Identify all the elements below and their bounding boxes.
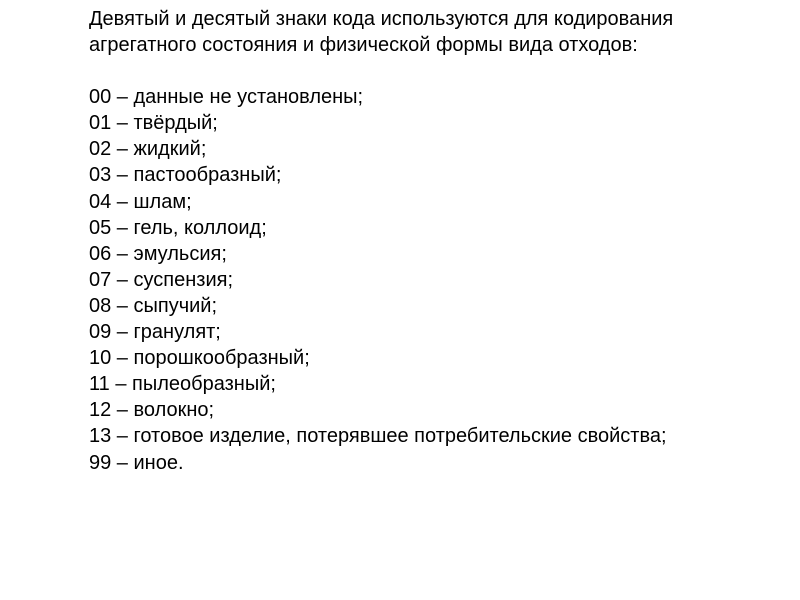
code-separator: – bbox=[111, 112, 134, 135]
code-number: 12 bbox=[89, 399, 112, 422]
code-list-item bbox=[89, 136, 779, 162]
code-separator: – bbox=[111, 425, 134, 448]
code-separator: – bbox=[111, 86, 134, 109]
code-number: 02 bbox=[89, 138, 112, 161]
intro-paragraph: Девятый и десятый знаки кода используются для кодирования агрегатного состояния и физической формы вида отходов: bbox=[89, 8, 674, 57]
code-number: 99 bbox=[89, 451, 112, 474]
code-separator: – bbox=[111, 242, 134, 265]
code-list-item bbox=[89, 345, 779, 371]
code-number: 05 bbox=[89, 216, 112, 239]
code-label: гранулят; bbox=[133, 321, 221, 344]
code-separator: – bbox=[111, 190, 134, 213]
code-separator: – bbox=[111, 216, 134, 239]
code-list-item bbox=[89, 267, 779, 293]
code-list-item bbox=[89, 110, 779, 136]
code-number: 06 bbox=[89, 242, 112, 265]
code-number: 04 bbox=[89, 190, 112, 213]
code-separator: – bbox=[111, 294, 134, 317]
code-label: гель, коллоид; bbox=[133, 216, 267, 239]
code-list-item bbox=[89, 423, 779, 449]
code-separator: – bbox=[111, 399, 134, 422]
code-list-item bbox=[89, 215, 779, 241]
code-label: шлам; bbox=[133, 190, 192, 213]
code-label: иное. bbox=[133, 451, 184, 474]
code-list-item bbox=[89, 293, 779, 319]
slide-content bbox=[89, 6, 779, 476]
code-number: 13 bbox=[89, 425, 112, 448]
code-list-item bbox=[89, 241, 779, 267]
code-label: данные не установлены; bbox=[133, 86, 364, 109]
code-separator: – bbox=[111, 451, 134, 474]
code-number: 01 bbox=[89, 112, 112, 135]
code-number: 08 bbox=[89, 294, 112, 317]
code-label: порошкообразный; bbox=[133, 347, 310, 370]
code-list-item bbox=[89, 162, 779, 188]
code-separator: – bbox=[111, 164, 134, 187]
code-label: готовое изделие, потерявшее потребительские свойства; bbox=[133, 425, 667, 448]
code-separator: – bbox=[109, 373, 133, 396]
code-list-item bbox=[89, 397, 779, 423]
code-list-item bbox=[89, 319, 779, 345]
code-separator: – bbox=[111, 347, 134, 370]
code-label: пастообразный; bbox=[133, 164, 282, 187]
code-list bbox=[89, 84, 779, 475]
code-number: 11 bbox=[89, 373, 110, 396]
code-label: эмульсия; bbox=[133, 242, 227, 265]
code-separator: – bbox=[111, 321, 134, 344]
code-label: сыпучий; bbox=[133, 294, 218, 317]
code-number: 10 bbox=[89, 347, 112, 370]
code-list-item bbox=[89, 371, 779, 397]
code-label: пылеобразный; bbox=[132, 373, 276, 396]
code-label: жидкий; bbox=[133, 138, 207, 161]
code-list-item bbox=[89, 450, 779, 476]
code-separator: – bbox=[111, 268, 134, 291]
code-label: суспензия; bbox=[133, 268, 234, 291]
code-number: 09 bbox=[89, 321, 112, 344]
code-label: волокно; bbox=[133, 399, 215, 422]
code-list-item bbox=[89, 84, 779, 110]
code-list-item bbox=[89, 189, 779, 215]
code-label: твёрдый; bbox=[133, 112, 218, 135]
code-number: 03 bbox=[89, 164, 112, 187]
code-number: 00 bbox=[89, 86, 112, 109]
code-separator: – bbox=[111, 138, 134, 161]
code-number: 07 bbox=[89, 268, 112, 291]
